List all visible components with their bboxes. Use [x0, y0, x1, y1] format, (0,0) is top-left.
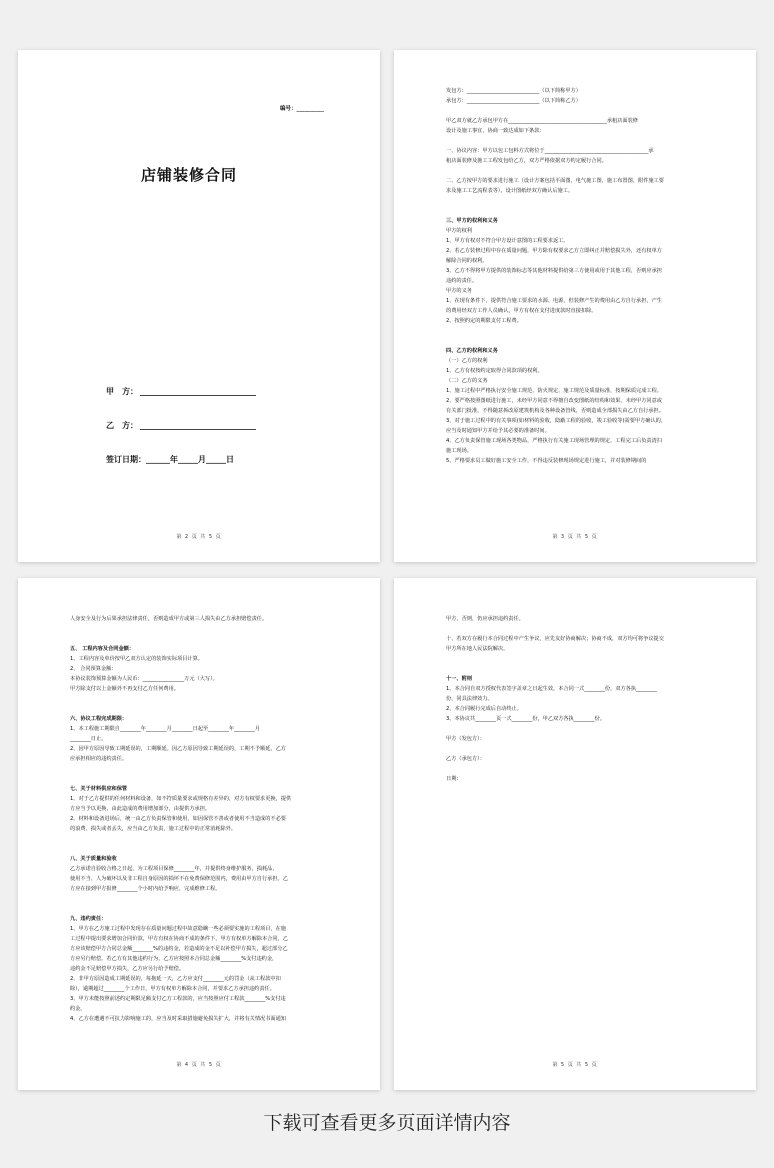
- text-line: 工过程中提出要求增加合同价款，甲方有权在协商不成的条件下，甲方有权单方解除本合同，乙: [70, 936, 288, 942]
- text-line: 人身安全及行为后果承担法律责任，否则造成甲方或第三人损失由乙方承担赔偿责任。: [70, 616, 268, 622]
- page-body: [70, 614, 336, 1024]
- text-line: 2、若乙方装修过程中存在质量问题，甲方除有权要求乙方立即纠正并赔偿损失外，还有权单方: [446, 248, 662, 254]
- text-line: 违约金不足赔偿甲方损失，乙方应另行给予赔偿。: [70, 966, 185, 972]
- contract-page-3: [394, 50, 756, 562]
- text-line: 1、甲方有权对不符合甲方设计意图的工程要求返工。: [446, 238, 569, 244]
- text-line: 的费用经双方工作人员确认，甲方有权在支付进度款时直接扣除。: [446, 308, 597, 314]
- text-line: 4、乙方负责保管施工现场各类物品，严格执行有关施工现场管理的规定，工程完工后负责清扫: [446, 438, 662, 444]
- text-line: 除），逾期超过________个工作日，甲方有权单方解除本合同，并要求乙方承担违约责任。: [70, 986, 275, 992]
- text-line: 设计及施工事宜，协商一致达成如下条款：: [446, 128, 545, 134]
- page-number: 第 4 页 共 5 页: [176, 1062, 222, 1068]
- text-line: 约金。: [70, 1006, 86, 1012]
- text-line: 十、若双方在履行本合同过程中产生争议，应先友好协商解决；协商不成，双方均可将争议提交: [446, 636, 664, 642]
- section-heading: 七、关于材料供应和保管: [70, 786, 128, 792]
- text-line: 应承担相应的违约责任。: [70, 756, 128, 762]
- text-line: 甲方所在地人民法院解决。: [446, 646, 509, 652]
- text-line: 方应当予以更换，由此造成的费用增加部分，由提供方承担。: [70, 806, 211, 812]
- text-line: 方应另行赔偿。若乙方有其他违约行为，乙方应按照本合同总金额________%支付违约金，: [70, 956, 278, 962]
- text-line: 甲方除支付以上金额外不再支付乙方任何费用。: [70, 686, 179, 692]
- text-line: 3、甲方未能按照前述约定期限足额支付乙方工程款的，应当按照应付工程款________%支付违: [70, 996, 286, 1002]
- text-line: 甲乙双方就乙方承包甲方在______________________________________承租店面装修: [446, 118, 638, 124]
- text-line: 甲方的权利: [446, 228, 472, 234]
- text-line: 2、要严格按照图纸进行施工，未经甲方同意不得擅自改变图纸的结构和效果。未经甲方同意或: [446, 398, 662, 404]
- party-b-label: 乙 方：: [106, 421, 138, 430]
- page-number: 第 3 页 共 5 页: [552, 534, 598, 540]
- section-heading: 九、违约责任：: [70, 916, 107, 922]
- text-line: 一、协议内容：甲方以包工包料方式将位于________________________________________承: [446, 148, 654, 154]
- text-line: 份，同具法律效力。: [446, 696, 493, 702]
- page-number: 第 2 页 共 5 页: [176, 534, 222, 540]
- party-a-line: [140, 395, 256, 396]
- text-line: 1、工程内容及单价按甲乙双方认定的装饰实际项目计算。: [70, 656, 203, 662]
- text-line: 日期：: [446, 776, 462, 782]
- sign-date: 签订日期：______年_____月_____日: [106, 455, 234, 464]
- line-gap: [70, 694, 336, 704]
- contract-number: 编号：__________: [279, 106, 324, 112]
- party-a-label: 甲 方：: [106, 387, 138, 396]
- text-line: 求及施工工艺流程表等），设计图纸经双方确认后施工。: [446, 188, 574, 194]
- text-line: 有关部门批准，不得随意拆改原建筑机构及各种设备管线，否则造成全部损失由乙方自行承担。: [446, 408, 664, 414]
- line-gap: [446, 196, 712, 206]
- page-body: [446, 86, 712, 466]
- text-line: 承包方：____________________________（以下简称乙方）: [446, 98, 581, 104]
- line-gap: [70, 834, 336, 844]
- line-gap: [446, 744, 712, 754]
- text-line: 2、因甲方原因导致工期延误的，工期顺延。因乙方原因导致工期延误的，工期不予顺延，乙方: [70, 746, 286, 752]
- section-heading: 五、 工程内容及合同金额：: [70, 646, 135, 652]
- text-line: 1、对于乙方提供的任何材料和设备，如不符质量要求或规格有差异的，对方有权要求更换，提供: [70, 796, 292, 802]
- text-line: 使用不当、人为破坏以及非工程自身原因的损坏不在免费保修范围内，费用由甲方自行承担。乙: [70, 876, 288, 882]
- text-line: 1、甲方在乙方施工过程中发现存在质量问题过程中故意隐瞒一些必须要实施的工程项目，在施: [70, 926, 286, 932]
- text-line: 施工现场。: [446, 448, 472, 454]
- line-gap: [446, 654, 712, 664]
- contract-page-4: [18, 578, 380, 1090]
- text-line: 的浪费、损失或者丢失，应当由乙方负责，施工过程中的正常消耗除外。: [70, 826, 237, 832]
- party-b-line: [140, 429, 256, 430]
- line-gap: [446, 624, 712, 634]
- text-line: 解除合同的权利。: [446, 258, 488, 264]
- line-gap: [70, 624, 336, 634]
- line-gap: [70, 764, 336, 774]
- contract-page-5: [394, 578, 756, 1090]
- text-line: 本协议装饰预算金额为人民币：________________万元（大写）。: [70, 676, 218, 682]
- text-line: 2、材料和设备进场后，统一由乙方负责保管和使用，如因保管不善或者使用不当造成的不必要: [70, 816, 286, 822]
- text-line: 甲方（发包方）：: [446, 736, 485, 742]
- text-line: ________日止。: [70, 736, 107, 742]
- section-heading: 六、协议工程完成期限：: [70, 716, 128, 722]
- text-line: 租店面装修及施工工程发包给乙方，双方严格依据双方约定履行合同。: [446, 158, 607, 164]
- page-body: [446, 614, 712, 784]
- text-line: 发包方：____________________________（以下简称甲方）: [446, 88, 581, 94]
- text-line: （二）乙方的义务: [446, 378, 488, 384]
- text-line: （一）乙方的权利: [446, 358, 488, 364]
- text-line: 3、本协议共________页一式________份，甲乙双方各执________份。: [446, 716, 605, 722]
- text-line: 1、在现有条件下，提供符合施工要求的水源、电源，但装修产生的费用由乙方自行承担，产生: [446, 298, 662, 304]
- text-line: 应当及时通知甲方并给予其必要的准备时间。: [446, 428, 550, 434]
- text-line: 2、按照约定的期限支付工程费。: [446, 318, 522, 324]
- text-line: 2、本合同履行完成后自动终止。: [446, 706, 522, 712]
- download-caption: 下载可查看更多页面详情内容: [263, 1112, 511, 1134]
- contract-title: 店铺装修合同: [140, 166, 237, 184]
- section-heading: 三、甲方的权利和义务: [446, 218, 498, 224]
- line-gap: [446, 136, 712, 146]
- text-line: 1、施工过程中严格执行安全施工规范、防火规定、施工规范及质量标准，按期保质完成工程。: [446, 388, 662, 394]
- text-line: 2、 合同预算金额：: [70, 666, 117, 672]
- section-heading: 四、乙方的权利和义务: [446, 348, 498, 354]
- cover-page: [18, 50, 380, 562]
- page-number: 第 5 页 共 5 页: [552, 1062, 598, 1068]
- text-line: 方应该赔偿甲方合同总金额________%的违约金，若造成的金不足以补偿甲方损失，超过部分乙: [70, 946, 288, 952]
- text-line: 4、乙方在遭遇不可抗力影响施工的，应当及时采取措施避免损失扩大，并将有关情况书面通知: [70, 1016, 286, 1022]
- text-line: 甲方，否则，仍应承担违约责任。: [446, 616, 524, 622]
- text-line: 2、非甲方原因造成工期延误的，每拖延一天，乙方应支付________元的罚金（从工程款中扣: [70, 976, 281, 982]
- section-heading: 十一、附则: [446, 676, 472, 682]
- text-line: 二、乙方按甲方的要求进行施工（设计方案包括平面图、电气施工图、施工布置图、附件施工要: [446, 178, 664, 184]
- text-line: 违约的责任。: [446, 278, 478, 284]
- line-gap: [446, 764, 712, 774]
- line-gap: [446, 106, 712, 116]
- line-gap: [446, 166, 712, 176]
- text-line: 乙方承诺自验收合格之日起，为工程项目保修________年，并提供终身维护服务，损耗品、: [70, 866, 278, 872]
- text-line: 甲方的义务: [446, 288, 472, 294]
- text-line: 乙方（承包方）：: [446, 756, 485, 762]
- text-line: 5、严格要求员工做好施工安全工作，不得违反装修现场规定进行施工，并对装修期间的: [446, 458, 647, 464]
- text-line: 1、本工程施工期限自________年________月________日起至________年________月: [70, 726, 261, 732]
- line-gap: [446, 724, 712, 734]
- text-line: 3、乙方不得将甲方提供的装饰标志等其他材料提供给第三方使用或用于其他工程，否则应承担: [446, 268, 662, 274]
- text-line: 方应在接到甲方报修________个小时内给予响应，完成维修工程。: [70, 886, 221, 892]
- text-line: 1、本合同自双方授权代表签字盖章之日起生效。本合同一式________份，双方各执________: [446, 686, 657, 692]
- text-line: 1、乙方有权按约定取得合同款项的权利。: [446, 368, 543, 374]
- line-gap: [70, 894, 336, 904]
- line-gap: [446, 326, 712, 336]
- section-heading: 八、关于质量和验收: [70, 856, 117, 862]
- text-line: 3、对于施工过程中的有关事项(如材料的验收，隐蔽工程的验收，竣工验收等)需要甲方确认的，: [446, 418, 667, 424]
